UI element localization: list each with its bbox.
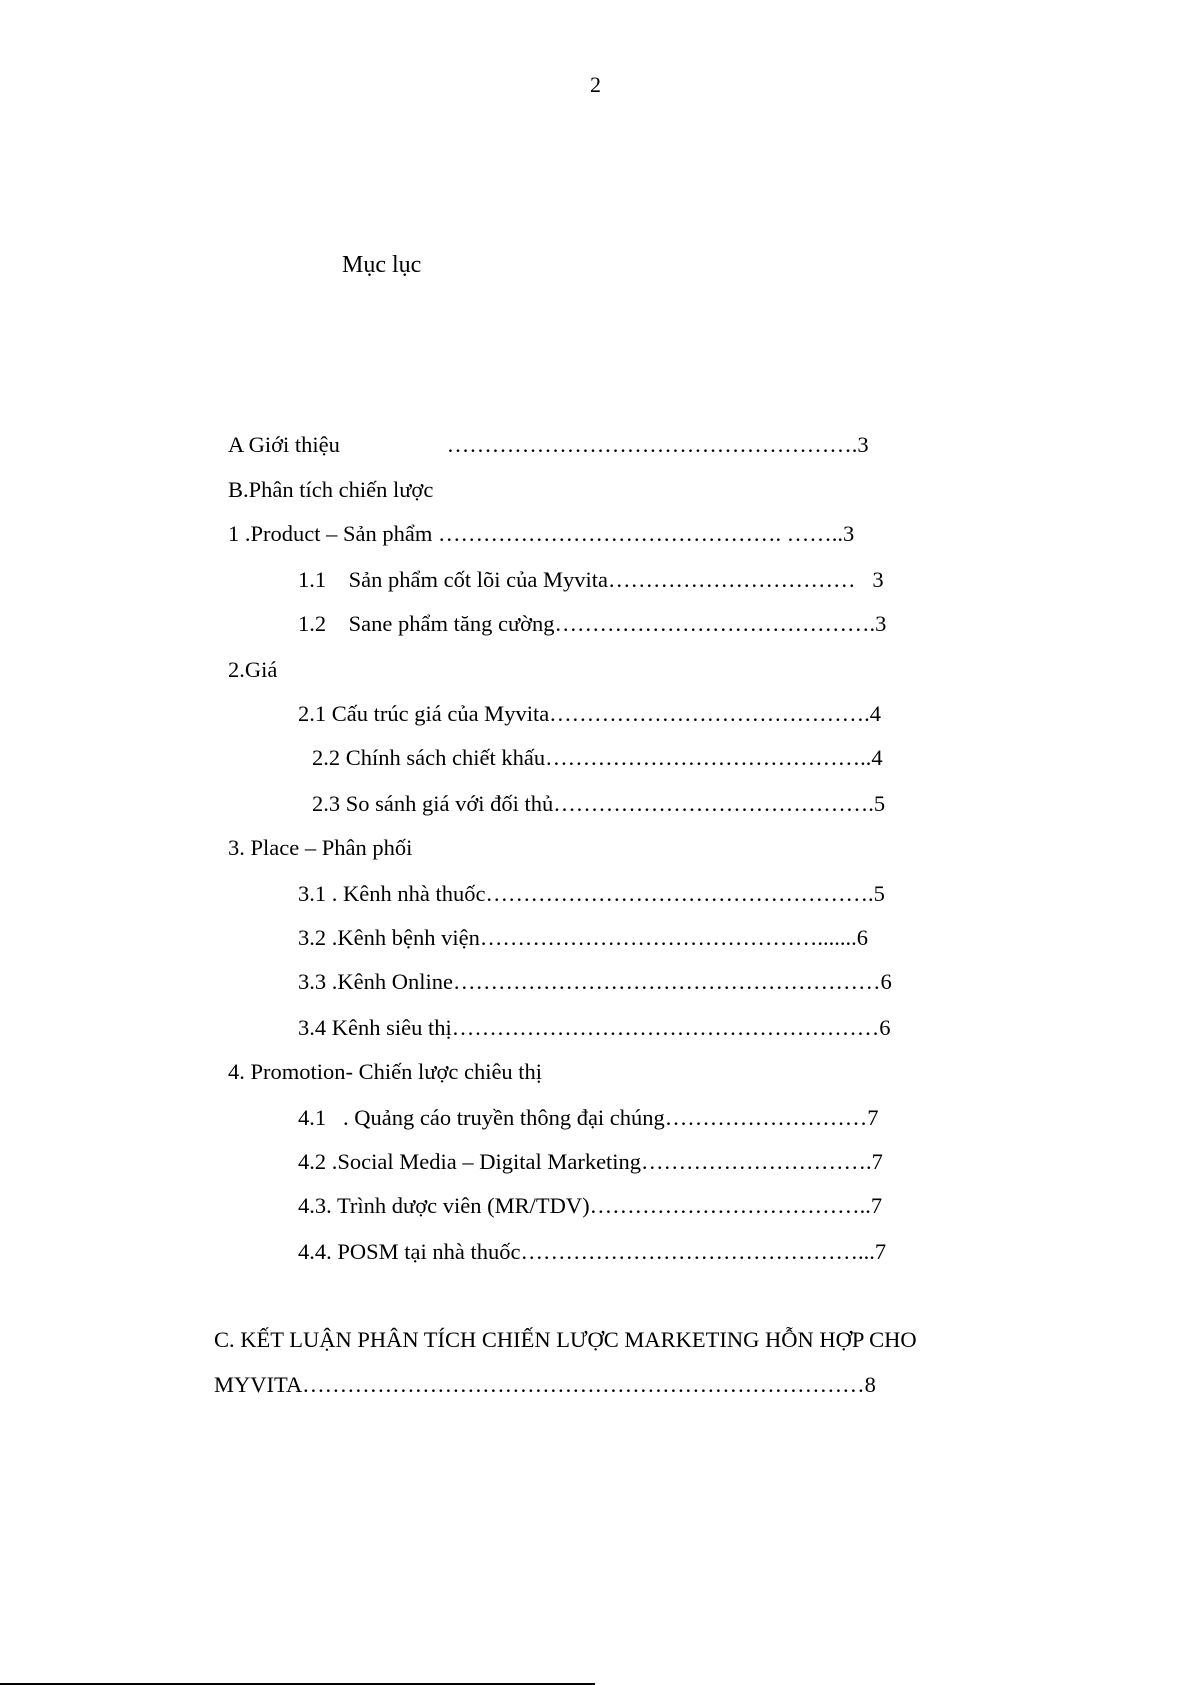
toc-entry-4-4: 4.4. POSM tại nhà thuốc………………………………………...7 [298,1239,887,1264]
toc-entry-1-1: 1.1 Sản phẩm cốt lõi của Myvita…………………………… 3 [298,567,884,592]
toc-entry-3-1: 3.1 . Kênh nhà thuốc…………………………………………….5 [298,881,885,906]
page-number: 2 [590,72,601,97]
toc-entry-4-promotion: 4. Promotion- Chiến lược chiêu thị [228,1059,543,1084]
toc-entry-3-3: 3.3 .Kênh Online…………………………………………………6 [298,969,892,994]
toc-entry-c-conclusion: C. KẾT LUẬN PHÂN TÍCH CHIẾN LƯỢC MARKETING HỖN HỢP CHO [214,1327,917,1352]
toc-entry-2-2: 2.2 Chính sách chiết khấu……………………………………..4 [312,745,883,770]
toc-entry-1-product: 1 .Product – Sản phẩm ………………………………………. ……..3 [228,521,855,546]
toc-entry-4-3: 4.3. Trình dược viên (MR/TDV)………………………………..7 [298,1193,883,1218]
toc-entry-a-introduction: A Giới thiệu ……………………………………………….3 [228,432,869,457]
toc-entry-4-1: 4.1 . Quảng cáo truyền thông đại chúng………………………7 [298,1105,879,1130]
toc-entry-3-4: 3.4 Kênh siêu thị…………………………………………………6 [298,1015,891,1040]
toc-entry-b-strategy-analysis: B.Phân tích chiến lược [228,477,434,502]
toc-entry-3-place: 3. Place – Phân phối [228,835,413,860]
toc-entry-1-2: 1.2 Sane phẩm tăng cường…………………………………….3 [298,611,887,636]
toc-entry-4-2: 4.2 .Social Media – Digital Marketing………………………….7 [298,1149,883,1174]
toc-entry-2-price: 2.Giá [228,657,278,682]
toc-entry-2-3: 2.3 So sánh giá với đối thủ…………………………………….5 [312,791,886,816]
toc-title: Mục lục [342,252,422,278]
toc-entry-2-1: 2.1 Cấu trúc giá của Myvita…………………………………….4 [298,701,882,726]
toc-entry-c-conclusion-continued: MYVITA…………………………………………………………………8 [214,1372,876,1397]
toc-entry-3-2: 3.2 .Kênh bệnh viện……………………………………….......6 [298,925,868,950]
